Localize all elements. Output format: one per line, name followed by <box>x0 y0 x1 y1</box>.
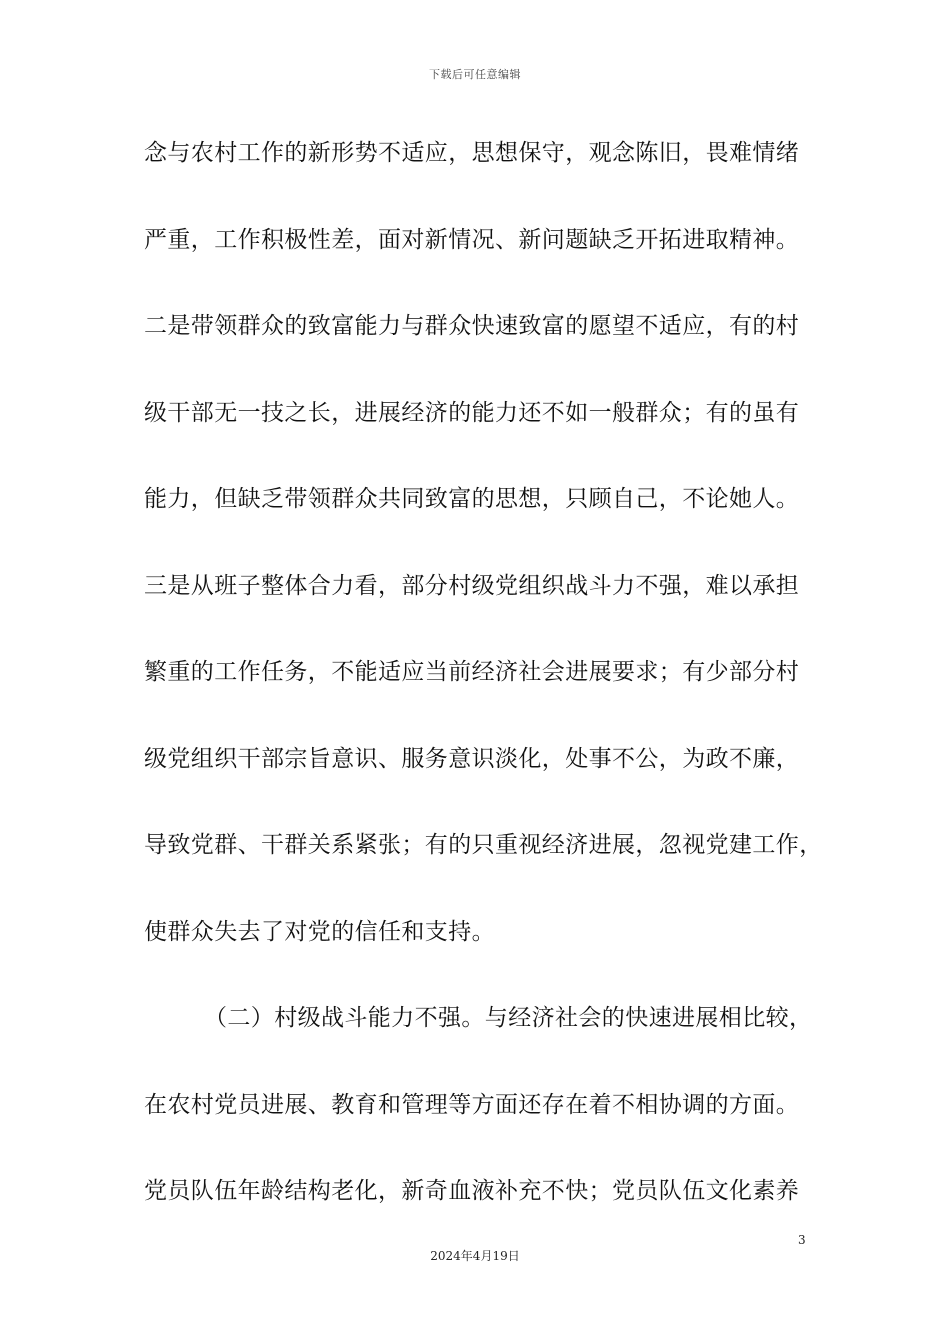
header-note: 下载后可任意编辑 <box>429 68 521 81</box>
body-line: 党员队伍年龄结构老化，新奇血液补充不快；党员队伍文化素养 <box>144 1178 800 1204</box>
body-line: 二是带领群众的致富能力与群众快速致富的愿望不适应，有的村 <box>144 313 800 339</box>
body-line: 使群众失去了对党的信任和支持。 <box>144 918 495 945</box>
body-line: 级党组织干部宗旨意识、服务意识淡化，处事不公，为政不廉， <box>144 745 800 772</box>
section-heading-line: （二）村级战斗能力不强。与经济社会的快速进展相比较， <box>204 1005 813 1031</box>
body-line: 严重，工作积极性差，面对新情况、新问题缺乏开拓进取精神。 <box>144 226 800 253</box>
document-body <box>144 130 824 1255</box>
body-line: 导致党群、干群关系紧张；有的只重视经济进展，忽视党建工作， <box>144 832 823 858</box>
body-line: 在农村党员进展、教育和管理等方面还存在着不相协调的方面。 <box>144 1091 800 1118</box>
body-line: 能力，但缺乏带领群众共同致富的思想，只顾自己，不论她人。 <box>144 486 800 512</box>
body-line: 念与农村工作的新形势不适应，思想保守，观念陈旧，畏难情绪 <box>144 140 800 166</box>
body-line: 级干部无一技之长，进展经济的能力还不如一般群众；有的虽有 <box>144 399 800 426</box>
body-line: 三是从班子整体合力看，部分村级党组织战斗力不强，难以承担 <box>144 572 800 599</box>
body-line: 繁重的工作任务，不能适应当前经济社会进展要求；有少部分村 <box>144 659 800 685</box>
page-number: 3 <box>798 1233 806 1247</box>
footer-date: 2024年4月19日 <box>430 1249 520 1263</box>
